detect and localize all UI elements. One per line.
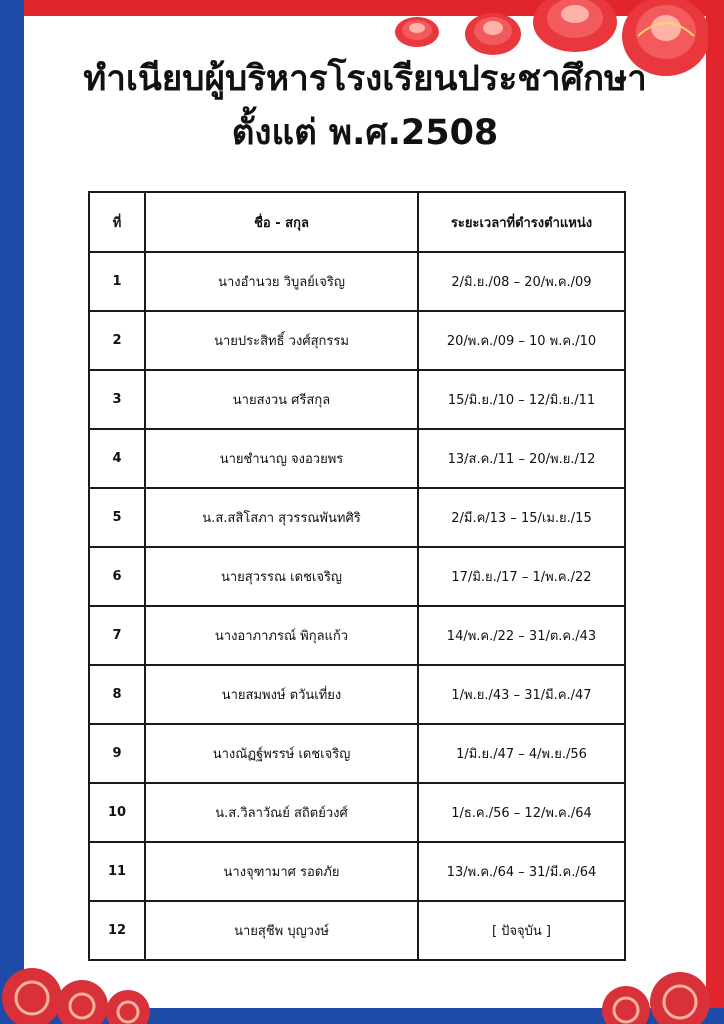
row-number: 8 bbox=[89, 665, 145, 724]
cloud-swirl-icon bbox=[590, 966, 724, 1024]
row-name: นายสุชีพ บุญวงษ์ bbox=[145, 901, 418, 960]
column-header-term: ระยะเวลาที่ดำรงตำแหน่ง bbox=[418, 192, 625, 252]
row-number: 1 bbox=[89, 252, 145, 311]
page-title-line-2: ตั้งแต่ พ.ศ.2508 bbox=[231, 113, 499, 153]
row-term: 2/มิ.ย./08 – 20/พ.ค./09 bbox=[418, 252, 625, 311]
row-name: นายชำนาญ จงอวยพร bbox=[145, 429, 418, 488]
row-number: 2 bbox=[89, 311, 145, 370]
page-title-line-1: ทำเนียบผู้บริหารโรงเรียนประชาศึกษา bbox=[83, 59, 647, 99]
row-number: 3 bbox=[89, 370, 145, 429]
table-row bbox=[89, 311, 625, 370]
table-row bbox=[89, 429, 625, 488]
table-row bbox=[89, 842, 625, 901]
page-title bbox=[24, 52, 706, 160]
row-term: 15/มิ.ย./10 – 12/มิ.ย./11 bbox=[418, 370, 625, 429]
row-name: นางอำนวย วิบูลย์เจริญ bbox=[145, 252, 418, 311]
row-term: 2/มี.ค/13 – 15/เม.ย./15 bbox=[418, 488, 625, 547]
row-term: 1/ธ.ค./56 – 12/พ.ค./64 bbox=[418, 783, 625, 842]
table-row bbox=[89, 724, 625, 783]
row-term: 14/พ.ค./22 – 31/ต.ค./43 bbox=[418, 606, 625, 665]
row-term: 1/มิ.ย./47 – 4/พ.ย./56 bbox=[418, 724, 625, 783]
cloud-swirl-icon bbox=[0, 960, 170, 1024]
row-name: นางณัฏฐ์พรรษ์ เดชเจริญ bbox=[145, 724, 418, 783]
row-term: 17/มิ.ย./17 – 1/พ.ค./22 bbox=[418, 547, 625, 606]
principals-table bbox=[88, 191, 626, 961]
row-number: 9 bbox=[89, 724, 145, 783]
row-name: นายสมพงษ์ ตวันเที่ยง bbox=[145, 665, 418, 724]
row-number: 12 bbox=[89, 901, 145, 960]
row-number: 6 bbox=[89, 547, 145, 606]
frame-right-border bbox=[706, 0, 724, 1024]
frame-left-border bbox=[0, 0, 24, 1024]
row-term: 13/พ.ค./64 – 31/มี.ค./64 bbox=[418, 842, 625, 901]
row-number: 10 bbox=[89, 783, 145, 842]
table-row bbox=[89, 606, 625, 665]
table-row bbox=[89, 370, 625, 429]
row-name: นายประสิทธิ์ วงศ์สุกรรม bbox=[145, 311, 418, 370]
table-header-row bbox=[89, 192, 625, 252]
row-number: 4 bbox=[89, 429, 145, 488]
row-term: 20/พ.ค./09 – 10 พ.ค./10 bbox=[418, 311, 625, 370]
row-term: [ ปัจจุบัน ] bbox=[418, 901, 625, 960]
table-row bbox=[89, 547, 625, 606]
peony-flower-icon bbox=[392, 10, 442, 50]
row-term: 13/ส.ค./11 – 20/พ.ย./12 bbox=[418, 429, 625, 488]
row-term: 1/พ.ย./43 – 31/มี.ค./47 bbox=[418, 665, 625, 724]
row-name: นายสุวรรณ เดชเจริญ bbox=[145, 547, 418, 606]
row-name: น.ส.สสิโสภา สุวรรณพันทศิริ bbox=[145, 488, 418, 547]
column-header-number: ที่ bbox=[89, 192, 145, 252]
row-name: นางจุฑามาศ รอดภัย bbox=[145, 842, 418, 901]
row-name: นางอาภาภรณ์ พิกุลแก้ว bbox=[145, 606, 418, 665]
column-header-name: ชื่อ - สกุล bbox=[145, 192, 418, 252]
table-row bbox=[89, 901, 625, 960]
row-name: น.ส.วิลาวัณย์ สถิตย์วงศ์ bbox=[145, 783, 418, 842]
row-number: 7 bbox=[89, 606, 145, 665]
row-name: นายสงวน ศรีสกุล bbox=[145, 370, 418, 429]
table-row bbox=[89, 783, 625, 842]
row-number: 5 bbox=[89, 488, 145, 547]
peony-flower-icon bbox=[462, 6, 524, 58]
table-row bbox=[89, 252, 625, 311]
table-row bbox=[89, 665, 625, 724]
table-row bbox=[89, 488, 625, 547]
peony-flower-icon bbox=[530, 0, 620, 56]
row-number: 11 bbox=[89, 842, 145, 901]
